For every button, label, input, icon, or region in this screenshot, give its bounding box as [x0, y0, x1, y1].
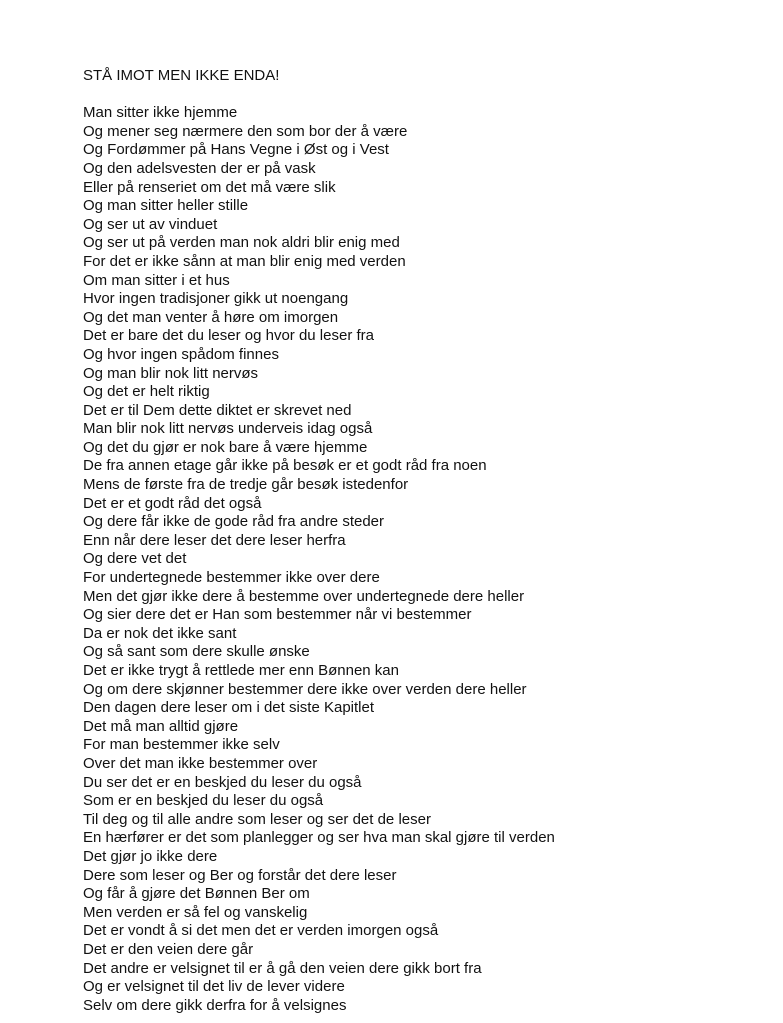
poem-line: For undertegnede bestemmer ikke over dere [83, 569, 380, 587]
poem-line: Og dere får ikke de gode råd fra andre steder [83, 513, 385, 531]
poem-line: Da er nok det ikke sant [83, 624, 237, 642]
document-body [83, 67, 773, 1015]
poem-line: Det andre er velsignet til er å gå den veien dere gikk bort fra [83, 959, 482, 977]
poem-line: Men det gjør ikke dere å bestemme over undertegnede dere heller [83, 587, 525, 605]
poem-line: Og man blir nok litt nervøs [83, 364, 259, 382]
poem-line: Og hvor ingen spådom finnes [83, 345, 279, 363]
poem-line: Og man sitter heller stille [83, 197, 249, 215]
poem-line: Det er den veien dere går [83, 940, 254, 958]
poem-line: Og er velsignet til det liv de lever videre [83, 978, 345, 996]
poem-line: Og Fordømmer på Hans Vegne i Øst og i Vest [83, 141, 389, 159]
poem-line: For man bestemmer ikke selv [83, 736, 280, 754]
poem-line: Og det er helt riktig [83, 383, 210, 401]
poem-line: Man sitter ikke hjemme [83, 104, 238, 122]
poem-line: Og får å gjøre det Bønnen Ber om [83, 885, 310, 903]
poem-lines [83, 104, 773, 1015]
poem-line: De fra annen etage går ikke på besøk er et godt råd fra noen [83, 457, 487, 475]
poem-line: Og den adelsvesten der er på vask [83, 159, 316, 177]
poem-line: Og sier dere det er Han som bestemmer når vi bestemmer [83, 606, 472, 624]
poem-line: Om man sitter i et hus [83, 271, 230, 289]
poem-line: Og mener seg nærmere den som bor der å være [83, 122, 408, 140]
poem-line: En hærfører er det som planlegger og ser hva man skal gjøre til verden [83, 829, 555, 847]
poem-line: Det gjør jo ikke dere [83, 847, 218, 865]
poem-line: Det er bare det du leser og hvor du leser fra [83, 327, 374, 345]
poem-line: Det må man alltid gjøre [83, 717, 239, 735]
poem-line: Det er ikke trygt å rettlede mer enn Bønnen kan [83, 662, 399, 679]
poem-line: Mens de første fra de tredje går besøk istedenfor [83, 476, 409, 494]
poem-line: Eller på renseriet om det må være slik [83, 178, 336, 196]
poem-line: Hvor ingen tradisjoner gikk ut noengang [83, 290, 349, 308]
poem-title: STÅ IMOT MEN IKKE ENDA! [83, 67, 280, 84]
poem-line: Til deg og til alle andre som leser og ser det de leser [83, 810, 431, 828]
poem-line: Det er et godt råd det også [83, 494, 262, 512]
poem-line: Og ser ut på verden man nok aldri blir enig med [83, 234, 400, 252]
poem-line: Og ser ut av vinduet [83, 215, 218, 233]
poem-line: Men verden er så fel og vanskelig [83, 903, 308, 921]
poem-line: Du ser det er en beskjed du leser du også [83, 773, 362, 791]
poem-line: Den dagen dere leser om i det siste Kapitlet [83, 699, 374, 717]
poem-line: Og om dere skjønner bestemmer dere ikke over verden dere heller [83, 680, 527, 698]
poem-line: Over det man ikke bestemmer over [83, 754, 318, 772]
poem-line: Som er en beskjed du leser du også [83, 792, 324, 810]
poem-line: Og dere vet det [83, 550, 187, 568]
poem-line: For det er ikke sånn at man blir enig med verden [83, 252, 406, 270]
poem-line: Og så sant som dere skulle ønske [83, 643, 310, 661]
poem-line: Dere som leser og Ber og forstår det dere leser [83, 866, 397, 884]
poem-line: Og det du gjør er nok bare å være hjemme [83, 438, 368, 456]
poem-line: Selv om dere gikk derfra for å velsignes [83, 996, 347, 1014]
title-spacer [83, 86, 773, 105]
poem-line: Og det man venter å høre om imorgen [83, 308, 339, 326]
poem-line: Man blir nok litt nervøs underveis idag også [83, 420, 373, 438]
poem-line: Det er til Dem dette diktet er skrevet ned [83, 401, 352, 419]
poem-line: Enn når dere leser det dere leser herfra [83, 531, 346, 549]
poem-line: Det er vondt å si det men det er verden imorgen også [83, 922, 439, 940]
